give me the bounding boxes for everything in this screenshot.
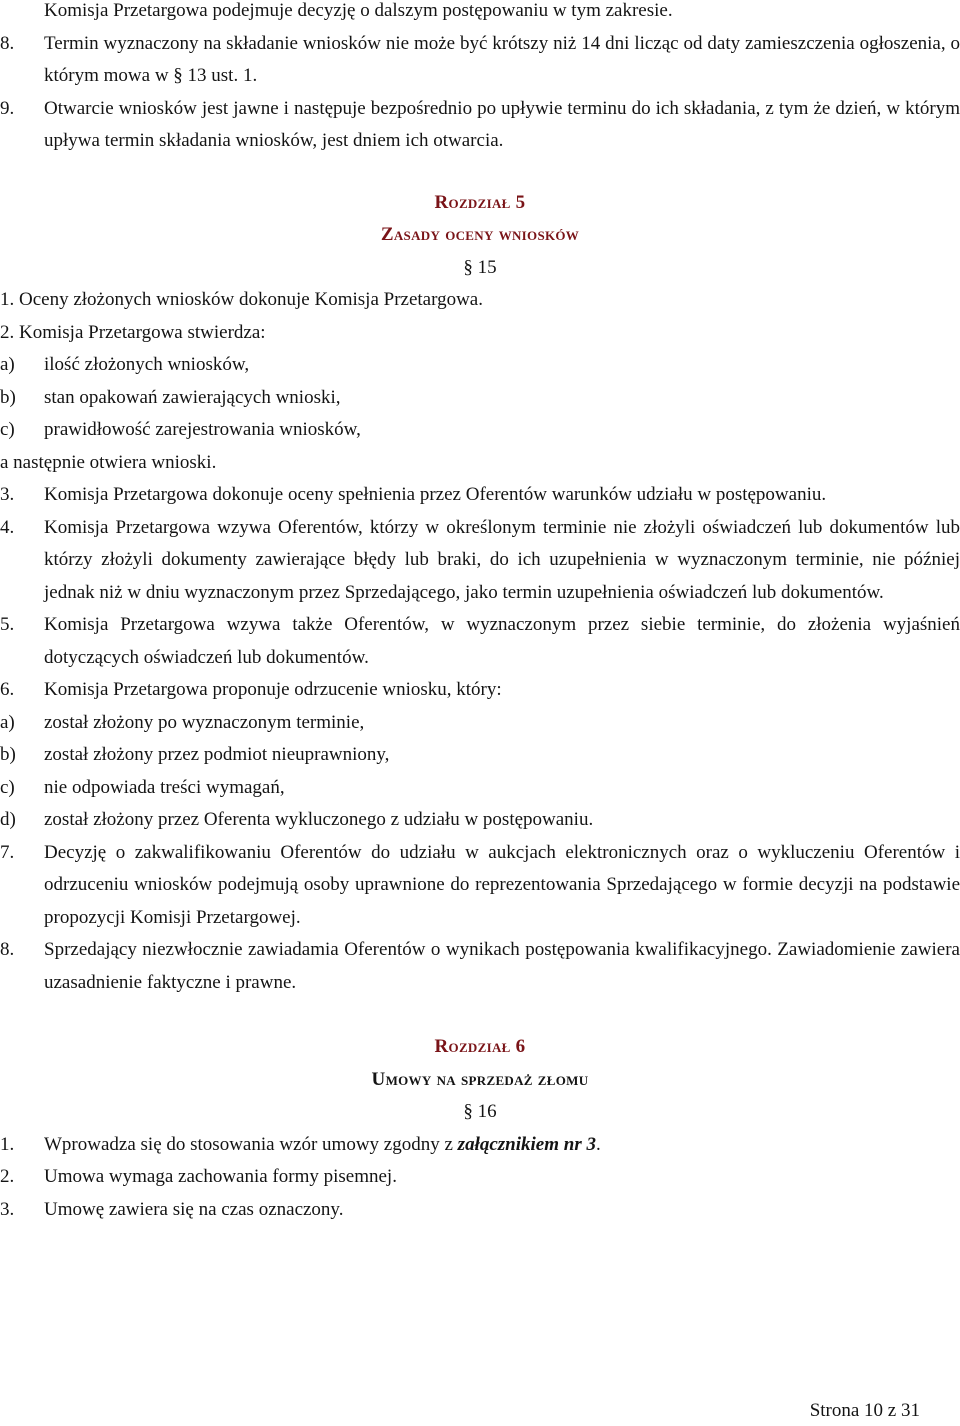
paragraph-number: § 16 xyxy=(463,1101,497,1122)
sub-text: prawidłowość zarejestrowania wniosków, xyxy=(44,419,361,440)
item-number: 6. xyxy=(0,679,15,700)
page-footer xyxy=(0,1400,960,1422)
item-text: Komisja Przetargowa wzywa także Oferentów, w wyznaczonym przez siebie terminie, do złożenia wyjaśnień dotyczących oświadczeń lub dokumentów. xyxy=(44,614,960,668)
item-number: 3. xyxy=(0,1198,15,1220)
item-text: Termin wyznaczony na składanie wniosków nie może być krótszy niż 14 dni licząc od daty zamieszczenia ogłoszenia, o którym mowa w § 13 ust. 1. xyxy=(44,32,960,86)
sub-text: został złożony przez podmiot nieuprawniony, xyxy=(44,744,390,765)
ch6-item-2 xyxy=(0,1161,960,1194)
chapter-title: Rozdział 6 xyxy=(434,1036,526,1057)
item-text: Umowa wymaga zachowania formy pisemnej. xyxy=(44,1166,397,1187)
ch5-item-2-closing: a następnie otwiera wnioski. xyxy=(0,451,217,473)
chapter-6-heading xyxy=(0,1031,960,1096)
item-text: Umowę zawiera się na czas oznaczony. xyxy=(44,1198,344,1220)
sub-text: został złożony przez Oferenta wykluczonego z udziału w postępowaniu. xyxy=(44,809,594,830)
item-number: 5. xyxy=(0,614,15,635)
ch5-item-2-sub-b xyxy=(0,382,960,415)
sub-letter: b) xyxy=(0,744,16,765)
sub-text: nie odpowiada treści wymagań, xyxy=(44,776,285,798)
ch5-item-2-sub-c xyxy=(0,414,960,447)
paragraph-number: § 15 xyxy=(463,256,497,278)
item-text: Otwarcie wniosków jest jawne i następuje bezpośrednio po upływie terminu do ich składania, z tym że dzień, w którym upływa termin składania wniosków, jest dniem ich otwarcia. xyxy=(44,97,960,151)
item-number: 4. xyxy=(0,516,15,538)
item-number: 3. xyxy=(0,484,15,505)
item-text: Sprzedający niezwłocznie zawiadamia Oferentów o wynikach postępowania kwalifikacyjnego. Zawiadomienie zawiera uzasadnienie faktyczne i prawne. xyxy=(44,939,960,993)
item-number: 1. xyxy=(0,1133,15,1155)
item-text-before: Wprowadza się do stosowania wzór umowy zgodny z xyxy=(44,1133,458,1155)
annex-reference: załącznikiem nr 3 xyxy=(457,1133,596,1155)
chapter-subtitle: Zasady oceny wniosków xyxy=(380,224,580,245)
item-number: 8. xyxy=(0,32,15,54)
item-text: Oceny złożonych wniosków dokonuje Komisja Przetargowa. xyxy=(19,289,483,310)
sub-letter: b) xyxy=(0,386,16,408)
ch6-item-3 xyxy=(0,1194,960,1227)
chapter-title: Rozdział 5 xyxy=(434,191,526,213)
sub-letter: c) xyxy=(0,776,15,798)
ch5-item-7 xyxy=(0,837,960,935)
ch5-item-6 xyxy=(0,674,960,707)
sub-text: został złożony po wyznaczonym terminie, xyxy=(44,711,365,733)
ch5-item-2 xyxy=(0,317,960,350)
item-number: 8. xyxy=(0,939,15,960)
ch5-item-6-sub-c xyxy=(0,772,960,805)
ch6-item-1 xyxy=(0,1129,960,1162)
sub-letter: c) xyxy=(0,419,15,440)
item-number: 1. xyxy=(0,289,15,310)
ch5-item-4 xyxy=(0,512,960,610)
page-number: Strona 10 z 31 xyxy=(809,1400,920,1421)
sub-text: stan opakowań zawierających wnioski, xyxy=(44,386,341,408)
ch5-item-5 xyxy=(0,609,960,674)
item-text: Komisja Przetargowa stwierdza: xyxy=(19,321,266,343)
sub-letter: a) xyxy=(0,711,15,733)
item-text: Komisja Przetargowa wzywa Oferentów, którzy w określonym terminie nie złożyli oświadczeń lub dokumentów lub którzy złożyli dokumenty zawierające błędy lub braki, do ich uzupełnienia w wyznaczonym terminie, nie później jednak niż w dniu wyznaczonym przez Sprzedającego, jako termin uzupełnienia oświadczeń lub dokumentów. xyxy=(44,516,960,603)
ch5-item-8 xyxy=(0,934,960,999)
item-number: 7. xyxy=(0,841,15,863)
chapter-5-heading xyxy=(0,187,960,252)
item-number: 2. xyxy=(0,1166,15,1187)
top-paragraph: Komisja Przetargowa podejmuje decyzję o dalszym postępowaniu w tym zakresie. xyxy=(44,0,673,21)
ch5-item-2-sub-a xyxy=(0,349,960,382)
item-number: 9. xyxy=(0,97,15,119)
chapter-subtitle: Umowy na sprzedaż złomu xyxy=(371,1068,589,1090)
list-item-9 xyxy=(0,93,960,158)
sub-text: ilość złożonych wniosków, xyxy=(44,354,250,375)
ch5-item-6-sub-a xyxy=(0,707,960,740)
item-text-after: . xyxy=(595,1133,601,1155)
item-text: Komisja Przetargowa dokonuje oceny spełnienia przez Oferentów warunków udziału w postępowaniu. xyxy=(44,484,827,505)
ch5-item-1 xyxy=(0,284,960,317)
item-text: Komisja Przetargowa proponuje odrzucenie wniosku, który: xyxy=(44,679,502,700)
list-item-8 xyxy=(0,28,960,93)
item-number: 2. xyxy=(0,321,15,343)
sub-letter: a) xyxy=(0,354,15,375)
ch5-item-6-sub-b xyxy=(0,739,960,772)
ch5-item-6-sub-d xyxy=(0,804,960,837)
item-text: Decyzję o zakwalifikowaniu Oferentów do udziału w aukcjach elektronicznych oraz o wykluczeniu Oferentów i odrzuceniu wniosków podejmują osoby uprawnione do reprezentowania Sprzedającego w formie decyzji na podstawie propozycji Komisji Przetargowej. xyxy=(44,841,960,928)
sub-letter: d) xyxy=(0,809,16,830)
ch5-item-3 xyxy=(0,479,960,512)
